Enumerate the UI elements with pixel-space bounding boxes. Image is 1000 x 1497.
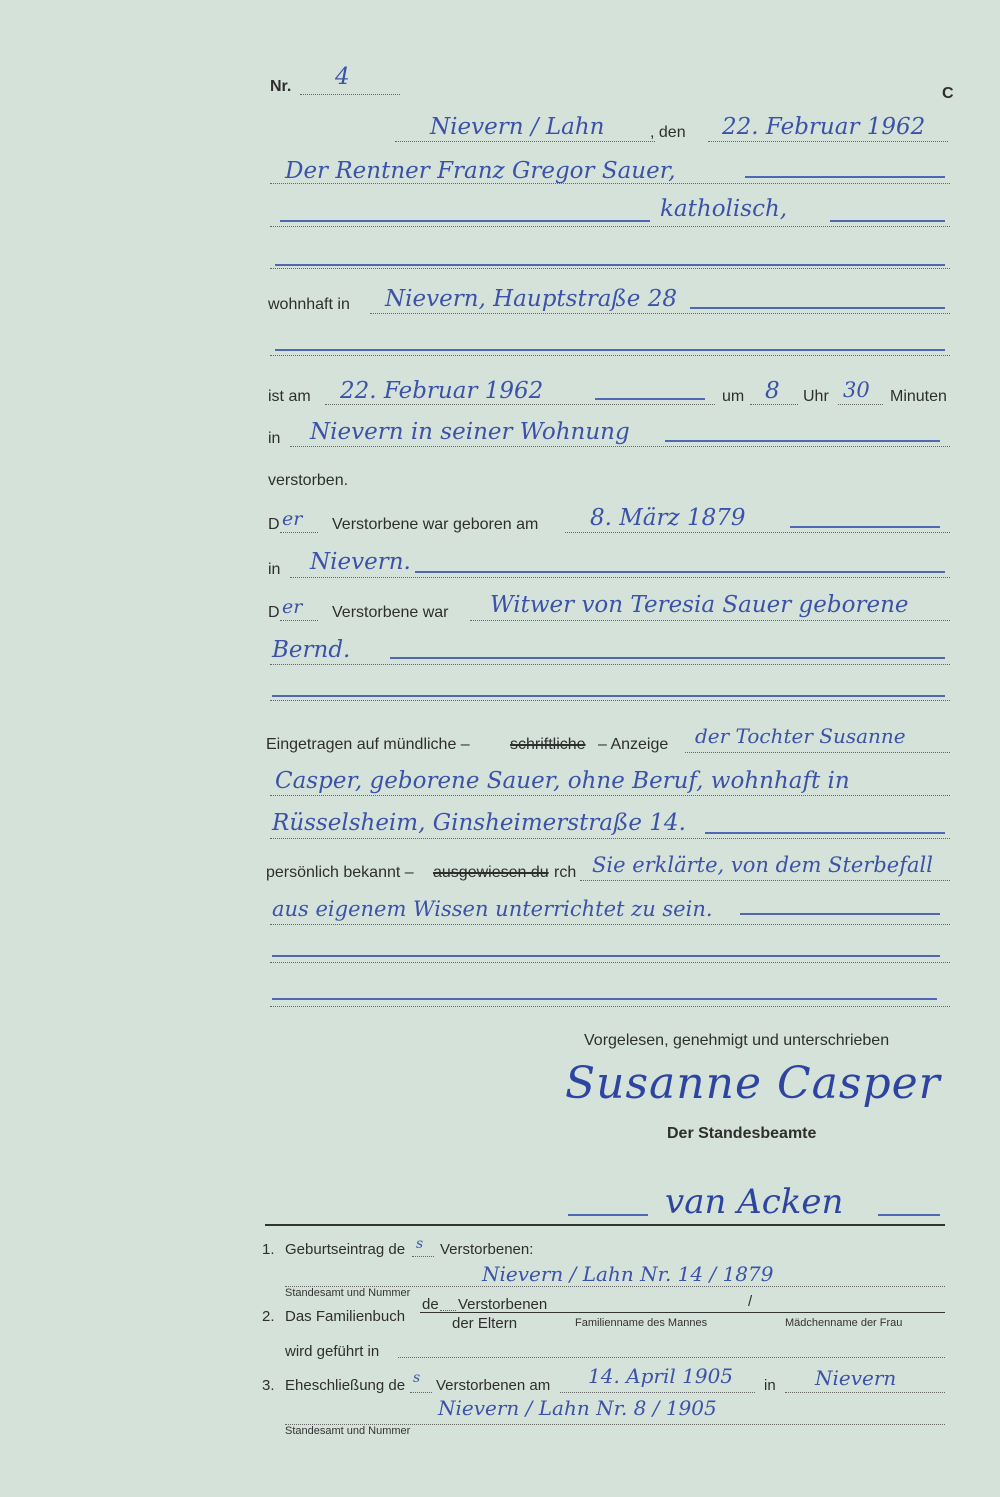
official-signature: van Acken xyxy=(665,1182,844,1222)
birth-place-dash xyxy=(415,571,945,573)
marital-label: Verstorbene war xyxy=(332,604,449,621)
marriage-in-label: in xyxy=(764,1377,776,1394)
wird-gefuehrt-dotline xyxy=(398,1357,945,1358)
date-dotline xyxy=(708,141,948,142)
hour-dotline xyxy=(750,404,798,405)
nr-value: 4 xyxy=(335,64,350,90)
familienname-label: Familienname des Mannes xyxy=(575,1317,708,1329)
place-dotline xyxy=(395,141,655,142)
marital-line2-dash xyxy=(390,657,945,659)
geburtseintrag-label: Geburtseintrag de xyxy=(285,1241,406,1258)
report-text1: der Tochter Susanne xyxy=(695,724,906,748)
death-date-dotline xyxy=(325,404,715,405)
statement1: Sie erklärte, von dem Sterbefall xyxy=(592,853,933,877)
blank2-dotline xyxy=(270,1006,950,1007)
report3-dotline xyxy=(270,838,950,839)
marital-d-prefix: D xyxy=(268,604,280,621)
eingetragen-label: Eingetragen auf mündliche – xyxy=(266,736,470,753)
report-text2: Casper, geborene Sauer, ohne Beruf, wohnhaft in xyxy=(275,768,850,794)
maedchenname-label: Mädchenname der Frau xyxy=(785,1317,903,1329)
ausgewiesen-struck: ausgewiesen du xyxy=(433,864,549,881)
marital-line2-dotline xyxy=(270,664,950,665)
stmt2-dash xyxy=(740,913,940,915)
official-title: Der Standesbeamte xyxy=(667,1125,817,1142)
official-sig-dash-left xyxy=(568,1214,648,1216)
marriage-date-dotline xyxy=(560,1392,755,1393)
line5-dash xyxy=(275,349,945,351)
ist-am-label: ist am xyxy=(268,388,311,405)
marital-d-dotline xyxy=(280,620,318,621)
schriftliche-struck: schriftliche xyxy=(510,736,586,753)
standesamt-label1: Standesamt und Nummer xyxy=(285,1287,411,1299)
footer-n2: 2. xyxy=(262,1308,275,1325)
geburtseintrag-s: s xyxy=(416,1236,424,1252)
standesamt-label2: Standesamt und Nummer xyxy=(285,1425,411,1437)
minutes-dotline xyxy=(838,404,883,405)
marriage-place-dotline xyxy=(785,1392,945,1393)
marriage-register: Nievern / Lahn Nr. 8 / 1905 xyxy=(438,1396,717,1420)
birth-date-dash xyxy=(790,526,940,528)
eheschliessung-verstorbenen-am: Verstorbenen am xyxy=(436,1377,551,1394)
line3-dash xyxy=(275,264,945,266)
residence-dotline xyxy=(370,313,950,314)
familienbuch-label: Das Familienbuch xyxy=(285,1308,406,1325)
official-sig-dash-right xyxy=(878,1214,940,1216)
eheschliessung-s: s xyxy=(413,1370,421,1386)
death-date: 22. Februar 1962 xyxy=(340,378,544,404)
um-label: um xyxy=(722,388,745,405)
informant-signature: Susanne Casper xyxy=(565,1058,941,1109)
marital-line3-dash xyxy=(272,695,945,697)
nr-dotline xyxy=(300,94,400,95)
blank1-dash xyxy=(272,955,940,957)
familienbuch-eltern: der Eltern xyxy=(452,1315,518,1332)
vorgelesen-label: Vorgelesen, genehmigt und unterschrieben xyxy=(584,1032,890,1049)
eheschliessung-label: Eheschließung de xyxy=(285,1377,406,1394)
blank2-dash xyxy=(272,998,937,1000)
familienbuch-verstorbenen: Verstorbenen xyxy=(458,1296,548,1313)
birth-d-suffix: er xyxy=(282,508,303,530)
death-place-dash xyxy=(665,440,940,442)
line3-dotline xyxy=(270,268,950,269)
eheschliessung-s-dotline xyxy=(410,1392,432,1393)
birth-label: Verstorbene war geboren am xyxy=(332,516,539,533)
birth-d-prefix: D xyxy=(268,516,280,533)
official-line2: katholisch, xyxy=(660,196,788,222)
marital-line3-dotline xyxy=(270,700,950,701)
death-place-dotline xyxy=(290,446,950,447)
official-line1: Der Rentner Franz Gregor Sauer, xyxy=(285,158,676,184)
marital-line1-dotline xyxy=(470,620,950,621)
line5-dotline xyxy=(270,355,950,356)
line2-dotline xyxy=(270,226,950,227)
marital-line2: Bernd. xyxy=(272,637,351,663)
geburtseintrag-verstorbenen: Verstorbenen: xyxy=(440,1241,534,1258)
minuten-label: Minuten xyxy=(890,388,947,405)
birth-place-dotline xyxy=(290,577,950,578)
footer-n1: 1. xyxy=(262,1241,275,1258)
death-in-label: in xyxy=(268,430,281,447)
report-text3: Rüsselsheim, Ginsheimerstraße 14. xyxy=(272,810,686,836)
line2-dash-left xyxy=(280,220,650,222)
footer-n3: 3. xyxy=(262,1377,275,1394)
rch-label: rch xyxy=(554,864,577,881)
stmt2-dotline xyxy=(270,924,950,925)
marital-line1: Witwer von Teresia Sauer geborene xyxy=(490,592,909,618)
familienbuch-slash: / xyxy=(748,1293,753,1310)
birth-register: Nievern / Lahn Nr. 14 / 1879 xyxy=(482,1262,774,1286)
anzeige-label: – Anzeige xyxy=(598,736,669,753)
residence-dash xyxy=(690,307,945,309)
report2-dotline xyxy=(270,795,950,796)
familienbuch-line xyxy=(420,1312,945,1313)
familienbuch-de: de xyxy=(422,1296,439,1313)
form-letter: C xyxy=(942,85,954,102)
birth-date-dotline xyxy=(565,532,950,533)
place-written: Nievern / Lahn xyxy=(430,114,605,140)
birth-in-label: in xyxy=(268,561,281,578)
nr-label: Nr. xyxy=(270,78,292,95)
death-hour: 8 xyxy=(765,378,780,404)
verstorben-label: verstorben. xyxy=(268,472,349,489)
marriage-date: 14. April 1905 xyxy=(588,1364,734,1388)
statement2: aus eigenem Wissen unterrichtet zu sein. xyxy=(272,897,713,921)
residence-value: Nievern, Hauptstraße 28 xyxy=(385,286,677,312)
den-label: , den xyxy=(650,124,686,141)
wird-gefuehrt-label: wird geführt in xyxy=(285,1343,380,1360)
marriage-place: Nievern xyxy=(815,1366,897,1390)
familienbuch-de-dotline xyxy=(440,1310,456,1311)
residence-label: wohnhaft in xyxy=(268,296,350,313)
birth-place: Nievern. xyxy=(310,549,411,575)
footer-separator xyxy=(265,1224,945,1226)
uhr-label: Uhr xyxy=(803,388,829,405)
report1-dotline xyxy=(685,752,950,753)
bekannt-label: persönlich bekannt – xyxy=(266,864,414,881)
birth-date: 8. März 1879 xyxy=(590,505,746,531)
stmt1-dotline xyxy=(580,880,950,881)
death-place: Nievern in seiner Wohnung xyxy=(310,419,630,445)
death-date-dash xyxy=(595,398,705,400)
geburtseintrag-s-dotline xyxy=(412,1256,434,1257)
death-minutes: 30 xyxy=(843,378,870,402)
marital-d-suffix: er xyxy=(282,596,303,618)
date-written: 22. Februar 1962 xyxy=(722,114,926,140)
blank1-dotline xyxy=(270,962,950,963)
line2-dash-right xyxy=(830,220,945,222)
line1-dash xyxy=(745,176,945,178)
report3-dash xyxy=(705,832,945,834)
birth-d-dotline xyxy=(280,532,318,533)
